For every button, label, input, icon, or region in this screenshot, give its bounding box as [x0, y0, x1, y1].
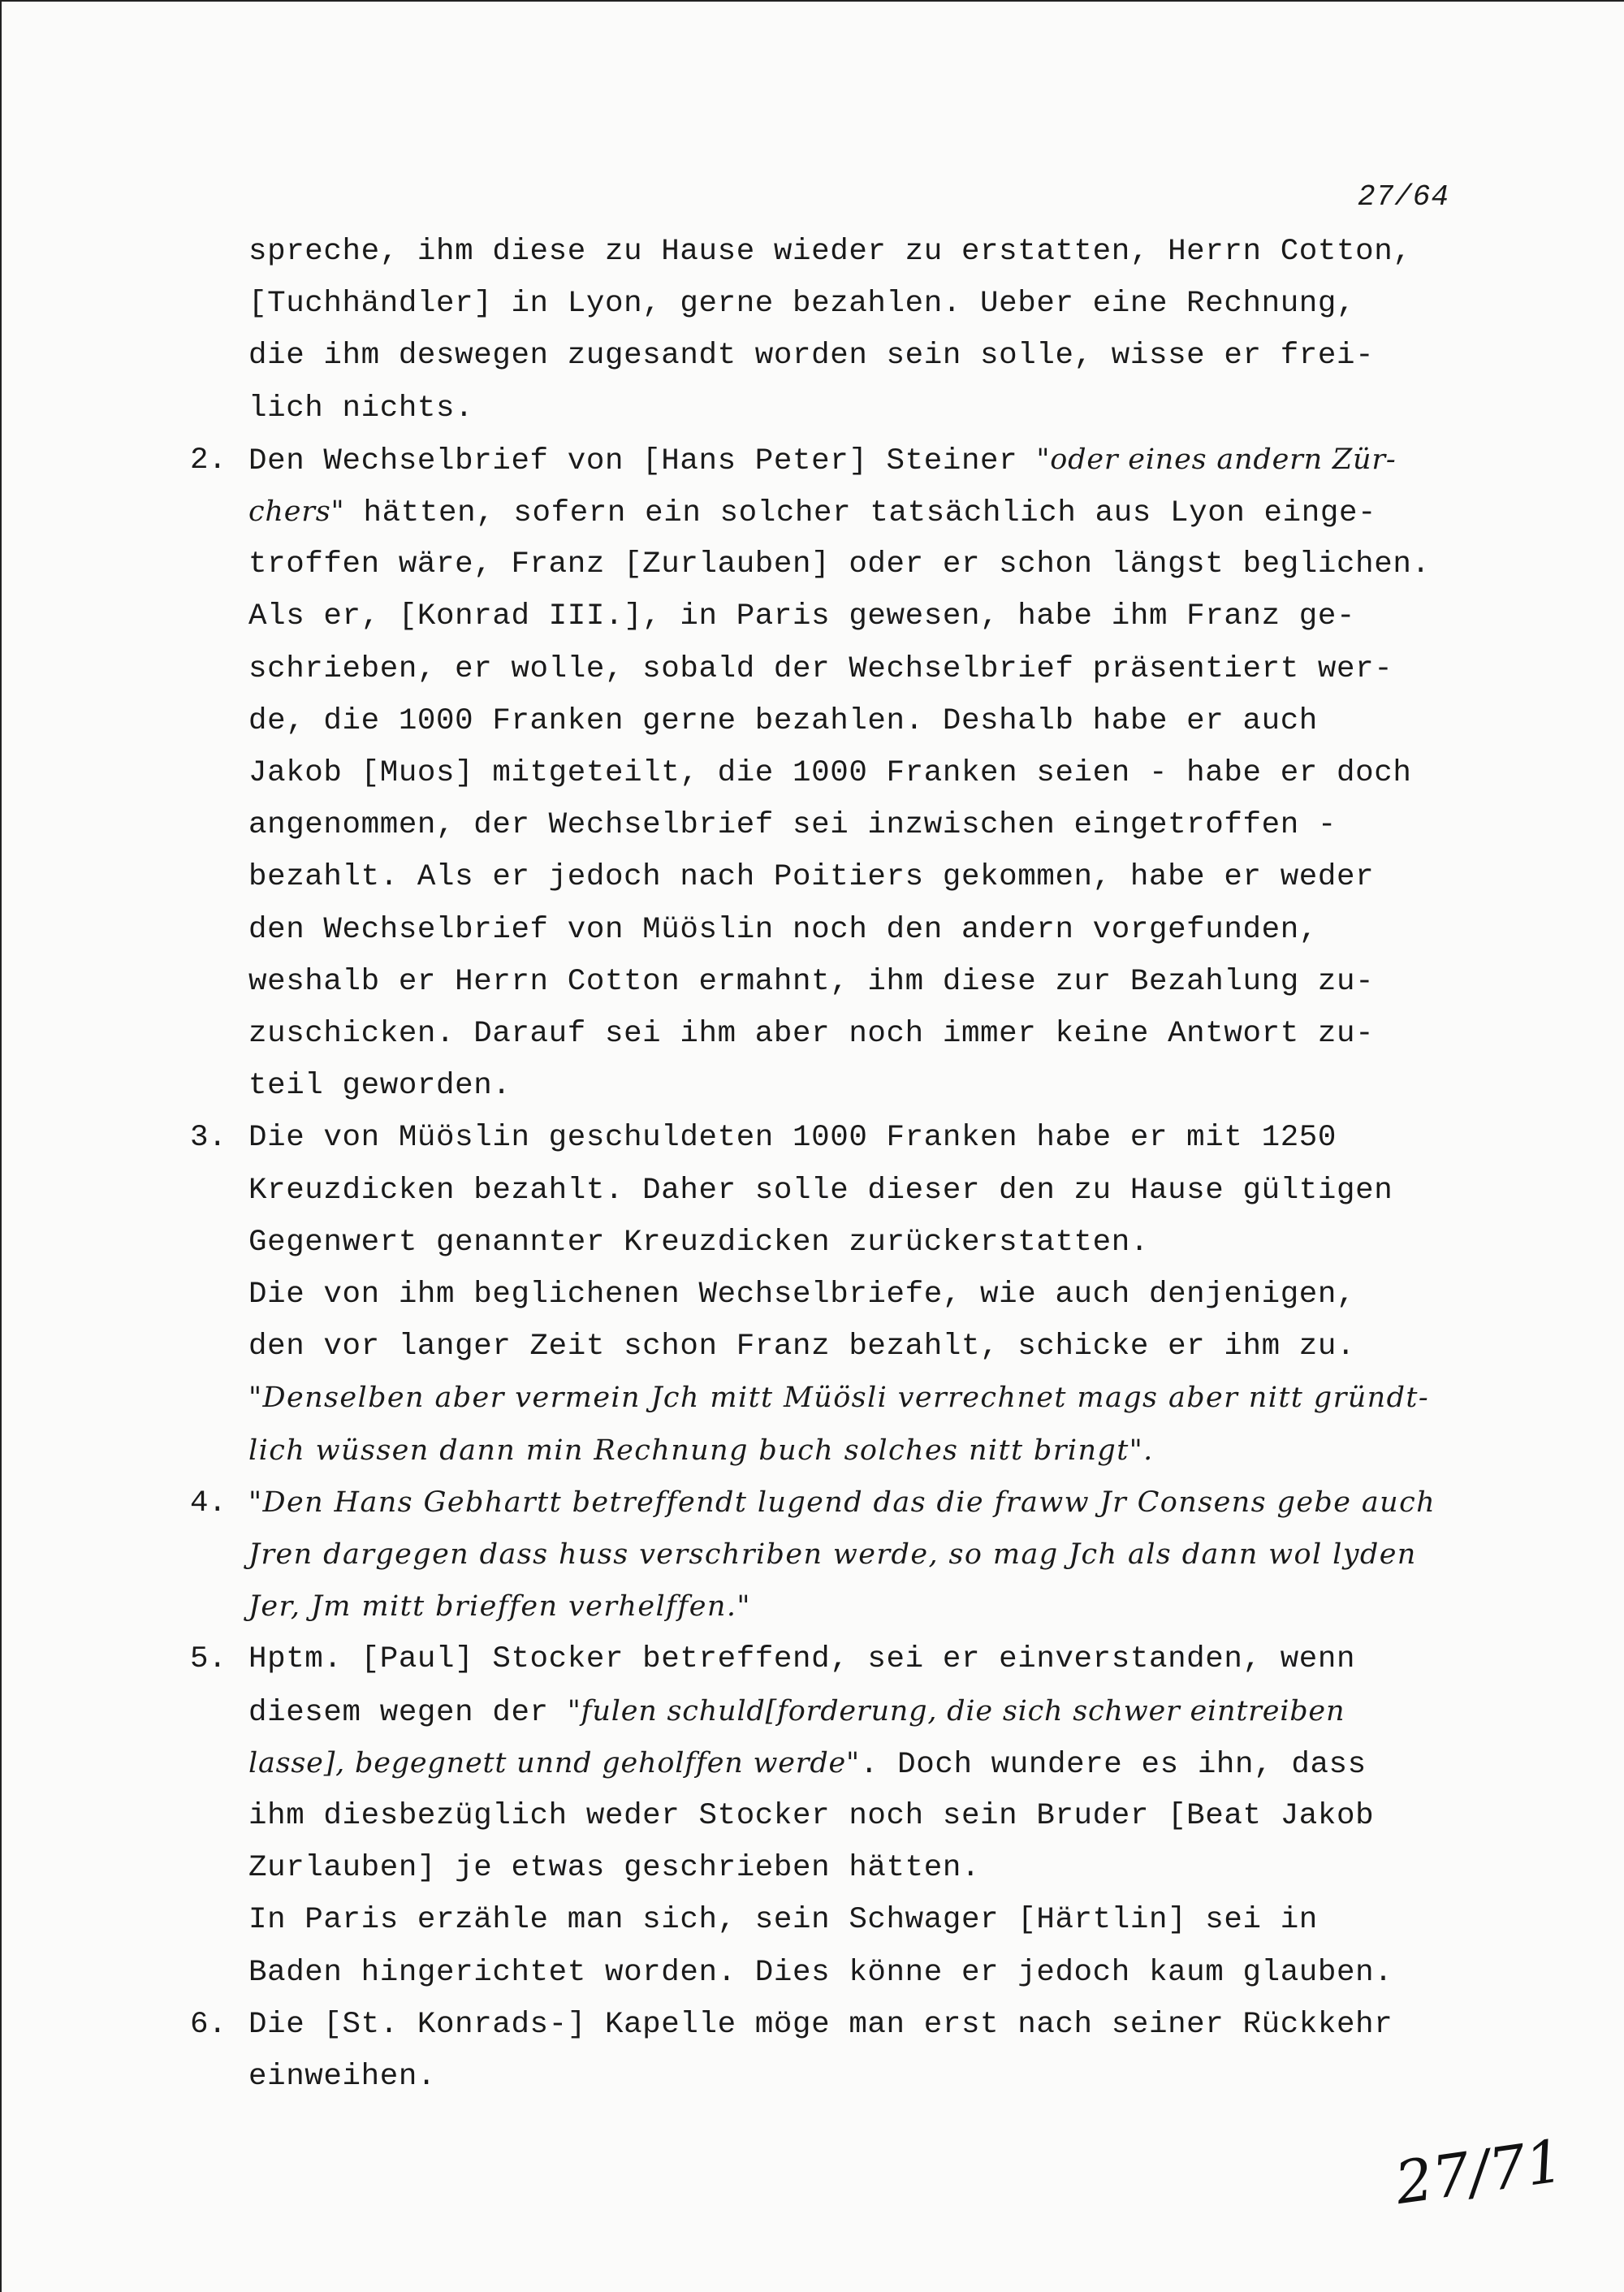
text-line: de, die 1000 Franken gerne bezahlen. Deshalb habe er auch: [248, 703, 1318, 738]
text-line: Gegenwert genannter Kreuzdicken zurückerstatten.: [248, 1225, 1149, 1260]
text-segment: Den Wechselbrief von [Hans Peter] Steiner: [248, 443, 1037, 478]
quoted-text: "oder eines andern Zür-: [1036, 443, 1397, 476]
list-item-number: 4.: [190, 1485, 227, 1520]
text-line: troffen wäre, Franz [Zurlauben] oder er schon längst beglichen.: [248, 547, 1431, 582]
text-line: zuschicken. Darauf sei ihm aber noch immer keine Antwort zu-: [248, 1017, 1375, 1051]
text-line: [248, 1694, 1345, 1730]
text-line: den Wechselbrief von Müöslin noch den andern vorgefunden,: [248, 912, 1318, 947]
text-line: Jakob [Muos] mitgeteilt, die 1000 Franken seien - habe er doch: [248, 756, 1412, 790]
list-item-number: 6.: [190, 2007, 227, 2042]
text-line: Jren dargegen dass huss verschriben werde, so mag Jch als dann wol lyden: [248, 1538, 1417, 1571]
quoted-text: "fulen schuld[forderung, die sich schwer eintreiben: [567, 1694, 1345, 1728]
text-line: Die [St. Konrads-] Kapelle möge man erst nach seiner Rückkehr: [248, 2007, 1393, 2042]
list-item-number: 3.: [190, 1121, 227, 1156]
list-item-number: 5.: [190, 1642, 227, 1677]
text-line: spreche, ihm diese zu Hause wieder zu erstatten, Herrn Cotton,: [248, 235, 1412, 269]
text-line: bezahlt. Als er jedoch nach Poitiers gekommen, habe er weder: [248, 860, 1375, 895]
text-line: schrieben, er wolle, sobald der Wechselbrief präsentiert wer-: [248, 651, 1393, 686]
text-line: lich nichts.: [248, 391, 474, 426]
handwritten-folio-number: 27/71: [1391, 2126, 1568, 2218]
text-line: Kreuzdicken bezahlt. Daher solle dieser den zu Hause gültigen: [248, 1173, 1393, 1208]
text-line: Jer, Jm mitt brieffen verhelffen.": [248, 1590, 751, 1624]
text-line: den vor langer Zeit schon Franz bezahlt, schicke er ihm zu.: [248, 1330, 1356, 1364]
text-line: [248, 443, 1397, 478]
text-line: einweihen.: [248, 2060, 437, 2094]
text-line: angenommen, der Wechselbrief sei inzwischen eingetroffen -: [248, 808, 1337, 843]
text-line: "Den Hans Gebhartt betreffendt lugend das die fraww Jr Consens gebe auch: [248, 1485, 1436, 1519]
text-line: [248, 1746, 1367, 1782]
quoted-text: chers": [248, 495, 345, 528]
text-line: Baden hingerichtet worden. Dies könne er jedoch kaum glauben.: [248, 1955, 1393, 1990]
text-line: Hptm. [Paul] Stocker betreffend, sei er einverstanden, wenn: [248, 1642, 1356, 1677]
text-line: In Paris erzähle man sich, sein Schwager [Härtlin] sei in: [248, 1903, 1318, 1938]
text-line: lich wüssen dann min Rechnung buch solches nitt bringt".: [248, 1434, 1154, 1467]
text-line: ihm diesbezüglich weder Stocker noch sein Bruder [Beat Jakob: [248, 1799, 1375, 1833]
text-line: Die von Müöslin geschuldeten 1000 Franken habe er mit 1250: [248, 1121, 1337, 1156]
text-segment: hätten, sofern ein solcher tatsächlich aus Lyon einge-: [344, 496, 1377, 530]
text-line: die ihm deswegen zugesandt worden sein solle, wisse er frei-: [248, 339, 1375, 374]
text-line: "Denselben aber vermein Jch mitt Müösli verrechnet mags aber nitt gründt-: [248, 1382, 1430, 1415]
text-line: Zurlauben] je etwas geschrieben hätten.: [248, 1851, 981, 1886]
list-item-number: 2.: [190, 443, 227, 478]
text-line: Die von ihm beglichenen Wechselbriefe, wie auch denjenigen,: [248, 1278, 1356, 1312]
text-line: [Tuchhändler] in Lyon, gerne bezahlen. Ueber eine Rechnung,: [248, 287, 1356, 322]
text-segment: . Doch wundere es ihn, dass: [859, 1747, 1367, 1782]
text-line: [248, 495, 1377, 530]
text-line: teil geworden.: [248, 1069, 512, 1104]
text-line: Als er, [Konrad III.], in Paris gewesen, habe ihm Franz ge-: [248, 599, 1356, 634]
scan-edge-left: [0, 0, 2, 2292]
text-line: weshalb er Herrn Cotton ermahnt, ihm diese zur Bezahlung zu-: [248, 964, 1375, 999]
page-number: 27/64: [1358, 180, 1450, 214]
quoted-text: lasse], begegnett unnd geholffen werde": [248, 1746, 860, 1780]
text-segment: diesem wegen der: [248, 1695, 568, 1730]
scan-edge-top: [0, 0, 1624, 2]
